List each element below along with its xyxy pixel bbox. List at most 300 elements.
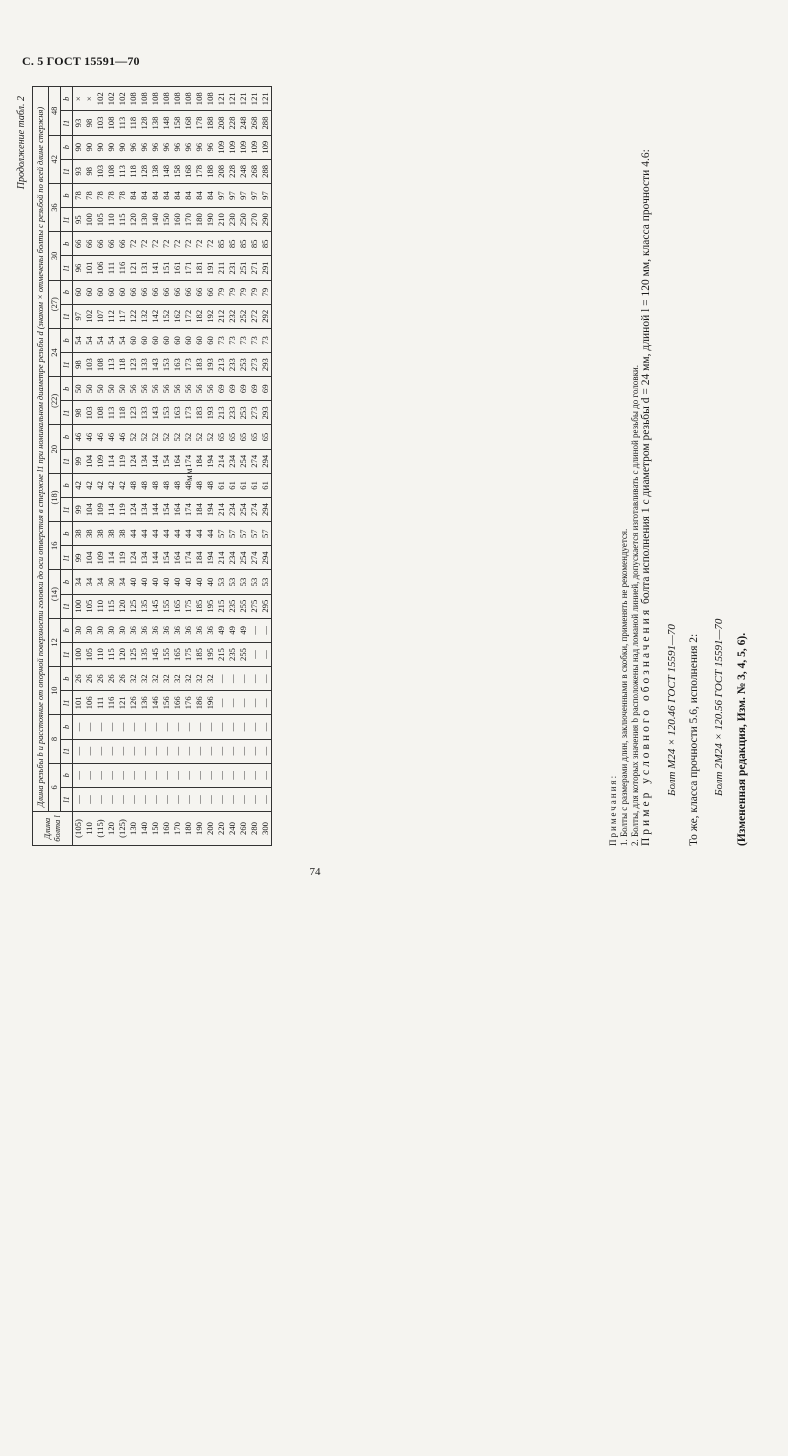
table-cell: 60 (161, 328, 172, 352)
table-cell: 168 (183, 111, 194, 135)
bolt-length-cell: 170 (172, 812, 183, 846)
table-cell: 121 (227, 87, 238, 111)
table-cell: 138 (150, 111, 161, 135)
table-row (172, 87, 183, 846)
table-cell: 56 (172, 377, 183, 401)
l1-subheader: l1 (61, 304, 73, 328)
table-cell: — (183, 763, 194, 787)
table-cell: — (216, 667, 227, 691)
table-row (161, 87, 172, 846)
table-cell: 30 (117, 618, 128, 642)
table-row (183, 87, 194, 846)
table-cell: 40 (194, 570, 205, 594)
table-cell: — (106, 763, 117, 787)
table-cell: 150 (161, 208, 172, 232)
table-cell: 115 (106, 594, 117, 618)
table-cell: 42 (106, 473, 117, 497)
table-cell: 52 (205, 425, 216, 449)
table-cell: 60 (84, 280, 95, 304)
bolt-length-cell: 260 (238, 812, 249, 846)
table-cell: — (95, 715, 106, 739)
table-cell: — (260, 691, 272, 715)
table-cell: — (139, 787, 150, 811)
table-cell: 34 (73, 570, 85, 594)
b-subheader: b (61, 522, 73, 546)
table-cell: 104 (84, 497, 95, 521)
table-cell: 48 (183, 473, 194, 497)
bolt-length-cell: 240 (227, 812, 238, 846)
table-cell: 228 (227, 111, 238, 135)
table-cell: 288 (260, 159, 272, 183)
table-cell: 233 (227, 353, 238, 377)
table-cell: 160 (172, 208, 183, 232)
table-cell: — (216, 739, 227, 763)
table-cell: 84 (161, 183, 172, 207)
table-cell: 49 (227, 618, 238, 642)
table-cell: 214 (216, 449, 227, 473)
table-cell: 44 (194, 522, 205, 546)
table-cell: 186 (194, 691, 205, 715)
table-cell: 118 (117, 353, 128, 377)
table-cell: 148 (161, 111, 172, 135)
table-cell: 61 (238, 473, 249, 497)
table-cell: 154 (161, 497, 172, 521)
table-cell: 195 (205, 642, 216, 666)
table-row (106, 87, 117, 846)
table-cell: 255 (238, 594, 249, 618)
table-cell: 73 (249, 328, 260, 352)
table-cell: 113 (117, 159, 128, 183)
table-cell: 60 (95, 280, 106, 304)
l1-subheader: l1 (61, 208, 73, 232)
table-cell: 52 (128, 425, 139, 449)
table-cell: 44 (161, 522, 172, 546)
table-cell: 97 (249, 183, 260, 207)
table-cell: 255 (238, 642, 249, 666)
table-cell: 108 (161, 87, 172, 111)
table-cell: 108 (95, 401, 106, 425)
table-cell: 103 (84, 401, 95, 425)
b-subheader: b (61, 232, 73, 256)
table-cell: 36 (128, 618, 139, 642)
table-cell: 115 (106, 642, 117, 666)
table-cell: 108 (205, 87, 216, 111)
diameter-header: 48 (49, 87, 61, 136)
table-cell: — (216, 763, 227, 787)
table-cell: 90 (73, 135, 85, 159)
table-cell: 44 (128, 522, 139, 546)
table-cell: — (172, 787, 183, 811)
b-subheader: b (61, 425, 73, 449)
table-cell: 188 (205, 111, 216, 135)
l1-subheader: l1 (61, 787, 73, 811)
diameter-header: 36 (49, 183, 61, 231)
table-cell: 40 (161, 570, 172, 594)
table-cell: 146 (150, 691, 161, 715)
table-cell: 248 (238, 159, 249, 183)
bolt-length-cell: 110 (84, 812, 95, 846)
table-cell: 144 (150, 497, 161, 521)
table-cell: 184 (194, 497, 205, 521)
table-cell: 60 (106, 280, 117, 304)
table-cell: 99 (73, 546, 85, 570)
table-cell: 56 (205, 377, 216, 401)
table-cell: 48 (161, 473, 172, 497)
diameter-header: (22) (49, 377, 61, 425)
table-cell: 38 (117, 522, 128, 546)
table-cell: 105 (84, 642, 95, 666)
table-cell: — (106, 739, 117, 763)
table-cell: 109 (227, 135, 238, 159)
table-cell: 270 (249, 208, 260, 232)
table-cell: — (194, 763, 205, 787)
l1-subheader: l1 (61, 594, 73, 618)
table-cell: — (172, 763, 183, 787)
table-cell: 108 (95, 353, 106, 377)
table-main-header: Длина резьбы b и расстояние от опорной поверхности головки до оси отверстия в стержне l1 при номинальном диаметре резьбы d (знаком × отмечены болты с резьбой по всей длине стержня) (33, 87, 49, 812)
table-cell: — (249, 691, 260, 715)
table-row (216, 87, 227, 846)
table-cell: 46 (84, 425, 95, 449)
table-cell: 164 (172, 546, 183, 570)
table-cell: 108 (194, 87, 205, 111)
table-cell: 290 (260, 208, 272, 232)
table-row (227, 87, 238, 846)
table-cell: 115 (117, 208, 128, 232)
table-cell: — (249, 763, 260, 787)
table-cell: 97 (238, 183, 249, 207)
table-cell: 114 (106, 546, 117, 570)
table-cell: — (161, 787, 172, 811)
table-cell: 114 (106, 449, 117, 473)
table-cell: — (194, 739, 205, 763)
table-cell: 78 (106, 183, 117, 207)
table-cell: 152 (161, 304, 172, 328)
table-cell: 122 (128, 304, 139, 328)
table-cell: 97 (227, 183, 238, 207)
bolt-length-cell: 280 (249, 812, 260, 846)
table-cell: 108 (183, 87, 194, 111)
table-cell: 50 (95, 377, 106, 401)
table-cell: 109 (95, 449, 106, 473)
table-cell: 134 (139, 546, 150, 570)
table-cell: 248 (238, 111, 249, 135)
table-cell: 98 (73, 353, 85, 377)
table-cell: — (95, 739, 106, 763)
table-cell: 130 (139, 208, 150, 232)
bolt-length-cell: 220 (216, 812, 227, 846)
table-cell: — (128, 763, 139, 787)
bolt-length-cell: 140 (139, 812, 150, 846)
table-cell: 214 (216, 497, 227, 521)
table-row (238, 87, 249, 846)
table-cell: 32 (150, 667, 161, 691)
l1-subheader: l1 (61, 739, 73, 763)
table-cell: 118 (117, 401, 128, 425)
table-cell: 141 (150, 256, 161, 280)
table-cell: — (260, 787, 272, 811)
table-cell: 84 (194, 183, 205, 207)
table-cell: 40 (150, 570, 161, 594)
table-cell: 30 (95, 618, 106, 642)
table-cell: 291 (260, 256, 272, 280)
table-cell: 38 (95, 522, 106, 546)
table-cell: 65 (216, 425, 227, 449)
l1-subheader: l1 (61, 353, 73, 377)
table-cell: 44 (205, 522, 216, 546)
table-cell: 109 (238, 135, 249, 159)
b-subheader: b (61, 183, 73, 207)
table-cell: 144 (150, 449, 161, 473)
table-cell: 30 (106, 570, 117, 594)
table-cell: 295 (260, 594, 272, 618)
table-cell: — (260, 667, 272, 691)
b-subheader: b (61, 328, 73, 352)
table-cell: 171 (183, 256, 194, 280)
table-cell: 111 (95, 691, 106, 715)
table-cell: 120 (117, 594, 128, 618)
table-cell: 123 (128, 353, 139, 377)
table-cell: 56 (150, 377, 161, 401)
table-cell: 124 (128, 546, 139, 570)
table-cell: 53 (260, 570, 272, 594)
table-cell: 36 (161, 618, 172, 642)
table-cell: 66 (205, 280, 216, 304)
table-cell: 79 (238, 280, 249, 304)
table-cell: 109 (260, 135, 272, 159)
table-cell: 254 (238, 497, 249, 521)
table-cell: 108 (106, 159, 117, 183)
table-cell: 42 (95, 473, 106, 497)
table-cell: 193 (205, 401, 216, 425)
page-header: С. 5 ГОСТ 15591—70 (22, 54, 140, 68)
table-cell: 84 (128, 183, 139, 207)
table-cell: — (194, 715, 205, 739)
unit-label: мм (184, 467, 194, 481)
table-cell: 73 (260, 328, 272, 352)
table-cell: 36 (205, 618, 216, 642)
table-cell: 97 (216, 183, 227, 207)
table-cell: 268 (249, 111, 260, 135)
page-number: 74 (309, 866, 321, 878)
table-cell: — (260, 618, 272, 642)
table-cell: 288 (260, 111, 272, 135)
table-cell: — (117, 739, 128, 763)
table-cell: 38 (73, 522, 85, 546)
table-cell: 56 (128, 377, 139, 401)
table-cell: — (249, 739, 260, 763)
table-cell: — (183, 787, 194, 811)
table-cell: 158 (172, 159, 183, 183)
table-cell: 53 (227, 570, 238, 594)
diameter-header: 20 (49, 425, 61, 473)
table-cell: 52 (161, 425, 172, 449)
table-cell: 50 (106, 377, 117, 401)
diameter-header: (14) (49, 570, 61, 618)
table-cell: 26 (117, 667, 128, 691)
table-cell: 192 (205, 304, 216, 328)
table-cell: — (73, 787, 85, 811)
table-cell: 181 (194, 256, 205, 280)
table-cell: 66 (95, 232, 106, 256)
diameter-header: 12 (49, 618, 61, 666)
table-cell: 153 (161, 401, 172, 425)
bolt-length-cell: 300 (260, 812, 272, 846)
b-subheader: b (61, 280, 73, 304)
table-cell: 96 (139, 135, 150, 159)
table-cell: 103 (84, 353, 95, 377)
table-cell: 108 (128, 87, 139, 111)
table-cell: 166 (172, 691, 183, 715)
table-cell: 26 (106, 667, 117, 691)
table-cell: 153 (161, 353, 172, 377)
l1-subheader: l1 (61, 497, 73, 521)
table-cell: 53 (238, 570, 249, 594)
table-cell: 60 (139, 328, 150, 352)
table-cell: 96 (161, 135, 172, 159)
notes-block (608, 86, 641, 846)
table-cell: 128 (139, 159, 150, 183)
table-cell: — (249, 787, 260, 811)
table-cell: 46 (95, 425, 106, 449)
table-cell: 97 (260, 183, 272, 207)
diameter-header: 10 (49, 667, 61, 715)
table-cell: 168 (183, 159, 194, 183)
table-cell: 90 (84, 135, 95, 159)
table-cell: 36 (139, 618, 150, 642)
table-cell: 72 (194, 232, 205, 256)
table-cell: 61 (249, 473, 260, 497)
table-cell: 156 (161, 691, 172, 715)
table-cell: 32 (194, 667, 205, 691)
table-cell: 106 (84, 691, 95, 715)
table-cell: 109 (95, 546, 106, 570)
table-cell: 102 (84, 304, 95, 328)
table-cell: 54 (106, 328, 117, 352)
b-subheader: b (61, 618, 73, 642)
table-cell: — (117, 763, 128, 787)
table-cell: 66 (172, 280, 183, 304)
table-cell: — (172, 739, 183, 763)
table-cell: 46 (73, 425, 85, 449)
table-cell: 84 (172, 183, 183, 207)
table-cell: 32 (139, 667, 150, 691)
table-cell: — (128, 787, 139, 811)
table-cell: 143 (150, 401, 161, 425)
table-cell: 230 (227, 208, 238, 232)
table-cell: 85 (238, 232, 249, 256)
table-cell: 194 (205, 449, 216, 473)
table-cell: 113 (117, 111, 128, 135)
table-cell: 104 (84, 449, 95, 473)
table-cell: 191 (205, 256, 216, 280)
table-cell: 72 (183, 232, 194, 256)
table-cell: 108 (139, 87, 150, 111)
table-cell: 32 (172, 667, 183, 691)
table-cell: 109 (95, 497, 106, 521)
table-cell: 50 (73, 377, 85, 401)
table-cell: 48 (205, 473, 216, 497)
table-cell: 84 (150, 183, 161, 207)
table-cell: 210 (216, 208, 227, 232)
table-cell: 52 (139, 425, 150, 449)
table-cell: 164 (172, 449, 183, 473)
table-cell: 172 (183, 304, 194, 328)
table-cell: 93 (73, 111, 85, 135)
table-cell: 274 (249, 546, 260, 570)
table-cell: — (227, 787, 238, 811)
table-cell: 78 (117, 183, 128, 207)
table-cell: 110 (95, 642, 106, 666)
table-cell: 26 (95, 667, 106, 691)
table-cell: 183 (194, 401, 205, 425)
table-cell: 61 (260, 473, 272, 497)
table-cell: 144 (150, 546, 161, 570)
l1-subheader: l1 (61, 111, 73, 135)
table-cell: 184 (194, 546, 205, 570)
table-cell: 254 (238, 546, 249, 570)
table-cell: 60 (117, 280, 128, 304)
table-cell: 138 (150, 159, 161, 183)
table-cell: 48 (150, 473, 161, 497)
table-row (128, 87, 139, 846)
table-cell: 120 (117, 642, 128, 666)
table-cell: 66 (106, 232, 117, 256)
table-row (73, 87, 85, 846)
table-cell: 52 (172, 425, 183, 449)
table-cell: 48 (128, 473, 139, 497)
table-cell: 253 (238, 401, 249, 425)
table-cell: 30 (106, 618, 117, 642)
table-cell: 105 (84, 594, 95, 618)
table-cell: 54 (73, 328, 85, 352)
table-cell: 109 (216, 135, 227, 159)
table-row (150, 87, 161, 846)
table-cell: 40 (139, 570, 150, 594)
table-cell: 228 (227, 159, 238, 183)
table-row (84, 87, 95, 846)
table-cell: 121 (238, 87, 249, 111)
table-cell: — (150, 739, 161, 763)
table-cell: 90 (95, 135, 106, 159)
table-cell: 235 (227, 594, 238, 618)
table-cell: 78 (84, 183, 95, 207)
table-cell: — (161, 763, 172, 787)
table-cell: 54 (95, 328, 106, 352)
table-row (249, 87, 260, 846)
table-cell: — (260, 763, 272, 787)
table-cell: 294 (260, 546, 272, 570)
diameter-header: 42 (49, 135, 61, 183)
continuation-label: Продолжение табл. 2 (16, 96, 27, 190)
table-cell: 53 (216, 570, 227, 594)
table-cell: 78 (95, 183, 106, 207)
table-cell: 40 (128, 570, 139, 594)
table-cell: — (249, 618, 260, 642)
table-cell: — (161, 715, 172, 739)
table-cell: 188 (205, 159, 216, 183)
table-cell: 234 (227, 497, 238, 521)
table-cell: 162 (172, 304, 183, 328)
diameter-header: 24 (49, 328, 61, 376)
l1-subheader: l1 (61, 256, 73, 280)
table-cell: 61 (216, 473, 227, 497)
diameter-header: (18) (49, 473, 61, 521)
table-cell: 185 (194, 642, 205, 666)
table-cell: 126 (128, 691, 139, 715)
table-cell: 215 (216, 642, 227, 666)
table-cell: 65 (260, 425, 272, 449)
